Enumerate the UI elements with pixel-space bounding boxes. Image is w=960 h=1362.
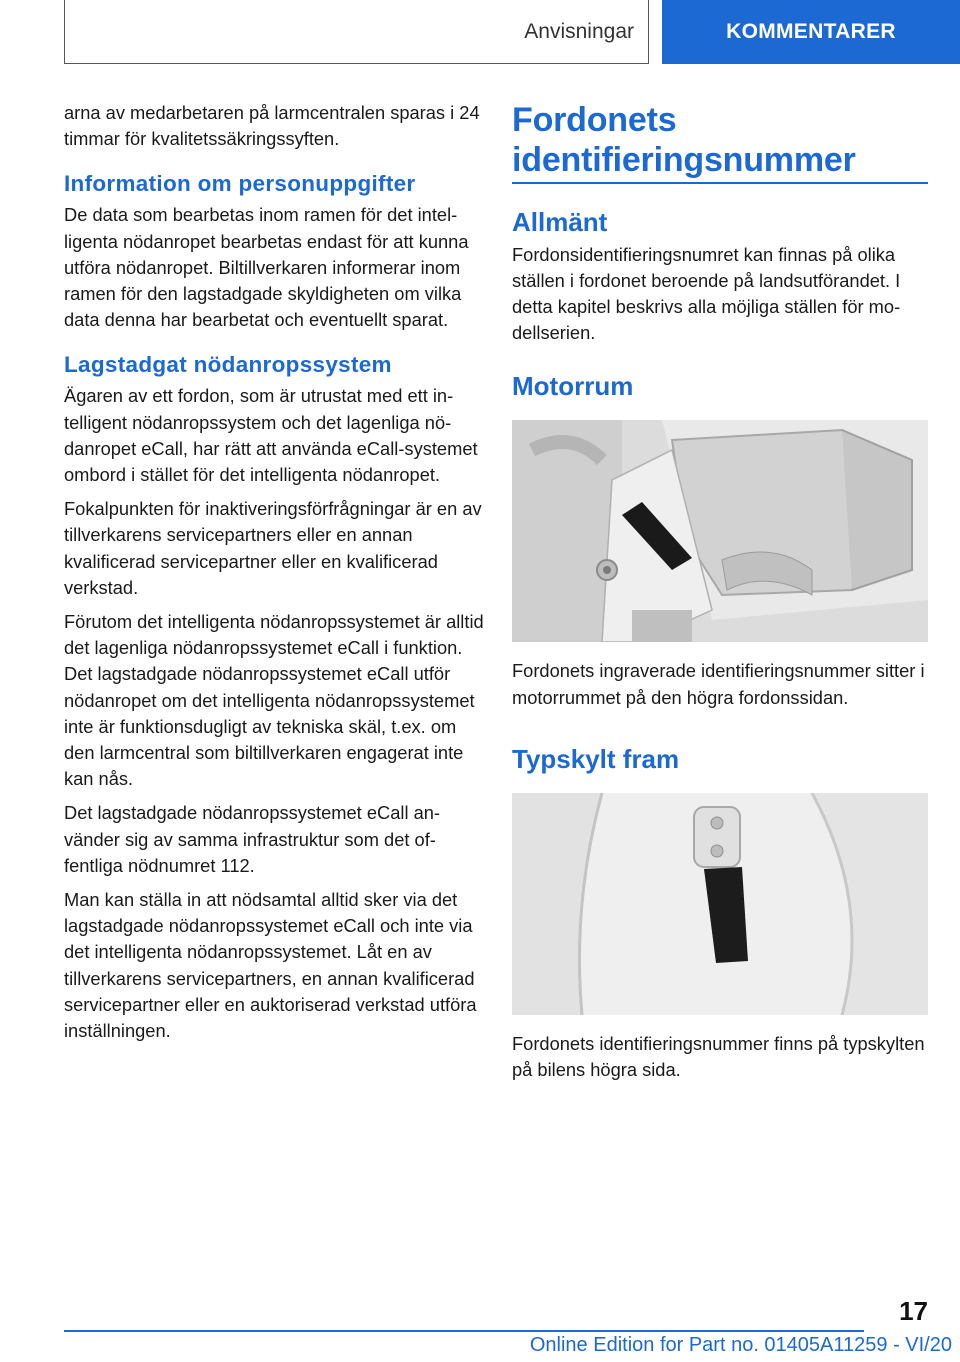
paragraph-general: Fordonsidentifieringsnumret kan finnas på olika ställen i fordonet beroende på landsutförandet. I detta kapitel beskrivs alla möjliga ställen för modellserien. [512, 243, 901, 344]
header-comments-label: KOMMENTARER [726, 20, 896, 43]
heading-engine-bay: Motorrum [512, 371, 634, 402]
type-plate-image [512, 793, 928, 1015]
chapter-title: Fordonets identifieringsnummer [512, 101, 856, 179]
header-comments-tab[interactable] [662, 0, 960, 64]
heading-general: Allmänt [512, 206, 608, 237]
header-section-label: Anvisningar [524, 19, 634, 43]
page-number: 17 [899, 1296, 928, 1326]
footer-edition-label: Online Edition for Part no. 01405A11259 - VI/20 [529, 1334, 952, 1356]
title-divider [512, 182, 928, 184]
type-plate-caption: Fordonets identifieringsnummer finns på typskylten på bilens högra sida. [512, 1032, 925, 1080]
heading-statutory-ecall: Lagstadgat nödanropssystem [64, 352, 392, 378]
heading-type-plate: Typskylt fram [512, 743, 680, 774]
paragraph-ecall-1: Ägaren av ett fordon, som är utrustat med ett intelligent nödanropssystem och det lagenliga nödanropet eCall, har rätt att använda eCall-systemet ombord i stället för det intelligenta nödanropet. [64, 385, 478, 486]
footer-divider [64, 1330, 864, 1332]
paragraph-ecall-2: Fokalpunkten för inaktiveringsförfrågningar är en av tillverkarens servicepartners eller en annan kvalificerad servicepartner eller en kvalificerad verkstad. [64, 498, 482, 598]
heading-personal-data: Information om personuppgifter [64, 171, 416, 197]
right-column [512, 100, 928, 1083]
paragraph-ecall-3: Förutom det intelligenta nödanropssystemet är alltid det lagenliga nödanropssystemet eCall i funktion. Det lagstadgade nödanropssystemet eCall utför nödanropet om det intelligenta nödanropssystemet inte är funktionsdugligt av tekniska skäl, t.ex. om den larmcentral som biltillverkaren engagerat inte kan nås. [64, 611, 484, 790]
paragraph-ecall-5: Man kan ställa in att nödsamtal alltid sker via det lagstadgade nödanropssystemet eCall och inte via det intelligenta nödanropssystemet. Låt en av tillverkarens servicepartners, en annan kvalificerad servicepartner eller en auktoriserad verkstad utföra inställningen. [64, 889, 477, 1042]
engine-bay-image [512, 420, 928, 642]
left-column [64, 100, 484, 1052]
engine-bay-caption: Fordonets ingraverade identifieringsnummer sitter i motorrummet på den högra fordonssidan. [512, 660, 925, 708]
paragraph-continued: arna av medarbetaren på larmcentralen sparas i 24 timmar för kvalitetssäkringssyften. [64, 102, 480, 150]
paragraph-ecall-4: Det lagstadgade nödanropssystemet eCall använder sig av samma infrastruktur som det offentliga nödnumret 112. [64, 802, 441, 876]
header-section-tab[interactable] [64, 0, 649, 64]
paragraph-personal-data: De data som bearbetas inom ramen för det intelligenta nödanropet bearbetas endast för att kunna utföra nödanropet. Biltillverkaren informerar inom ramen för den lagstadgade skyldigheten om vilka data denna har bearbetat och eventuellt sparat. [64, 204, 469, 331]
